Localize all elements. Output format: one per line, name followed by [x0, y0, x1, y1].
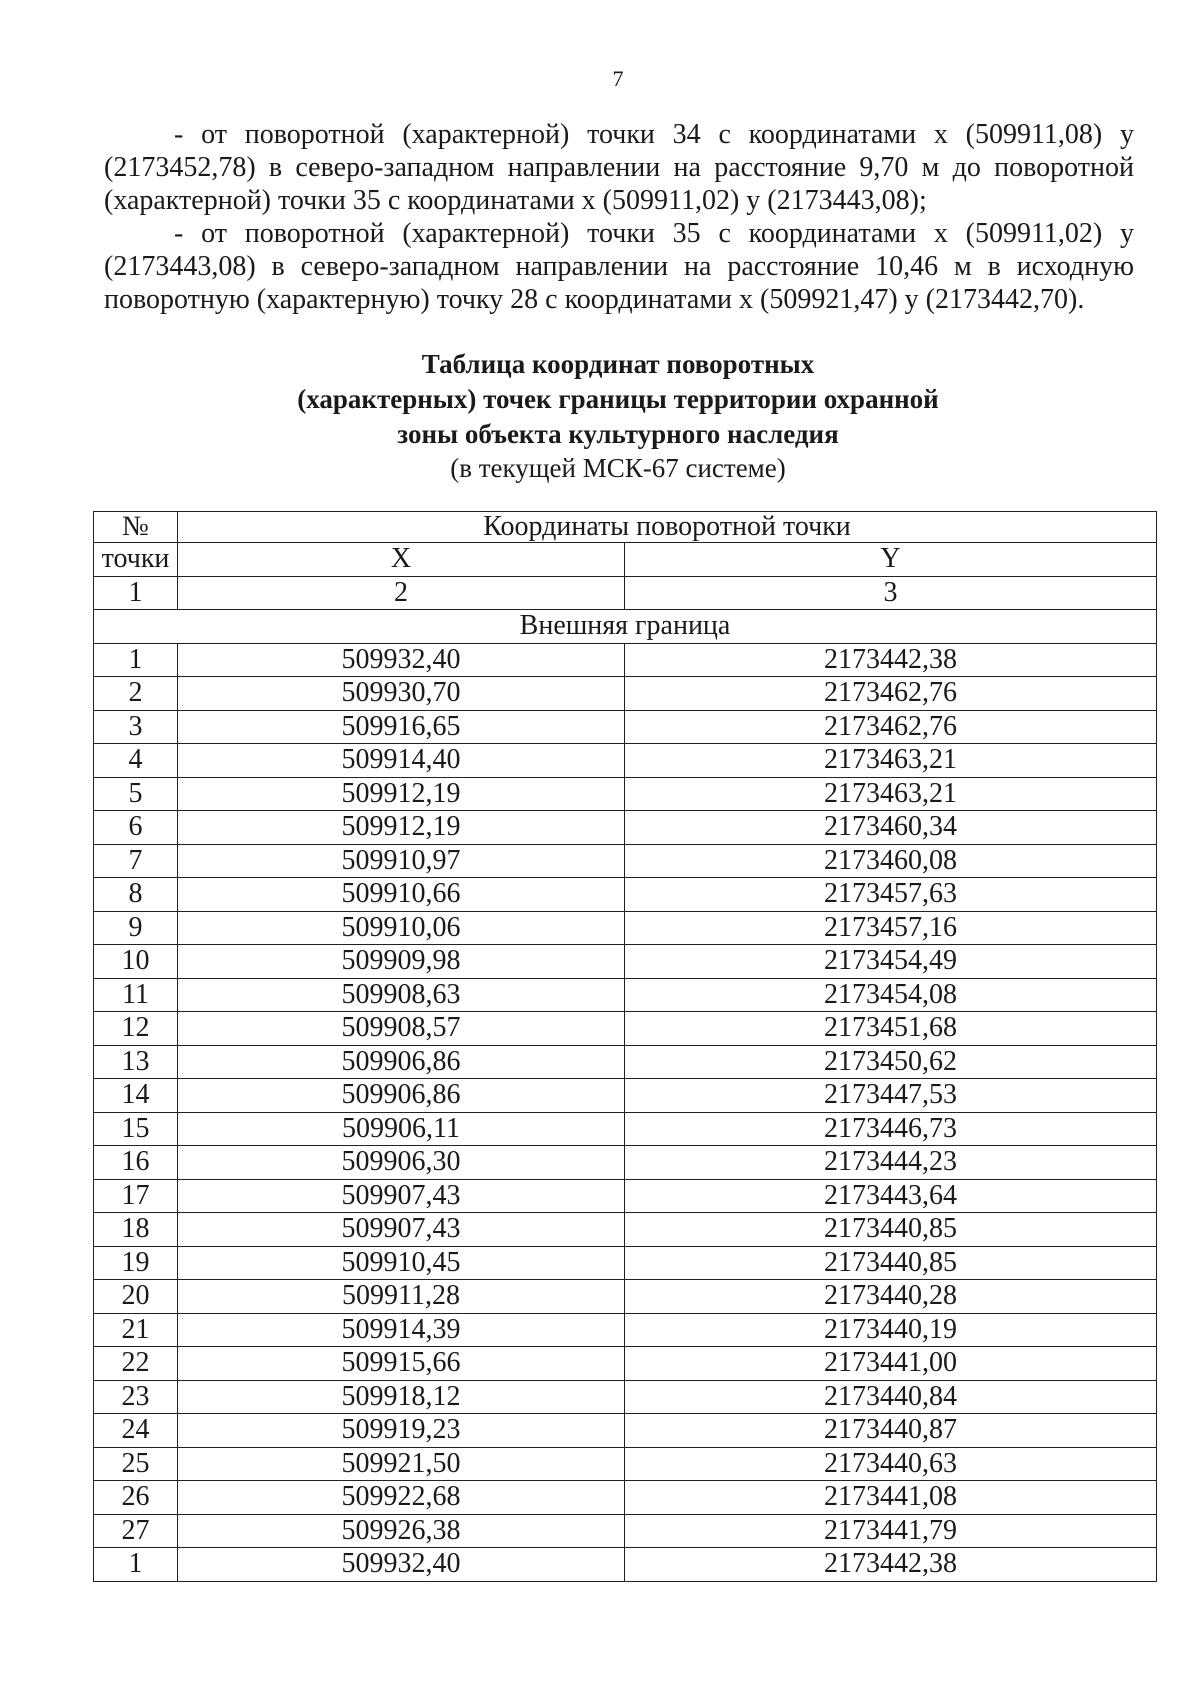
table-row	[94, 1012, 1157, 1046]
point-number-cell: 6	[94, 811, 178, 845]
x-coordinate-cell: 509906,30	[178, 1146, 625, 1180]
table-row	[94, 744, 1157, 778]
point-number-cell: 16	[94, 1146, 178, 1180]
y-coordinate-cell: 2173447,53	[625, 1079, 1157, 1113]
point-number-cell: 2	[94, 677, 178, 711]
section-row	[94, 610, 1157, 644]
header-row	[94, 543, 1157, 577]
y-coordinate-cell: 2173444,23	[625, 1146, 1157, 1180]
point-number-cell: 14	[94, 1079, 178, 1113]
x-coordinate-cell: 509932,40	[178, 1548, 625, 1582]
x-coordinate-cell: 509911,28	[178, 1280, 625, 1314]
y-coordinate-cell: 2173460,34	[625, 811, 1157, 845]
y-coordinate-cell: 2173440,87	[625, 1414, 1157, 1448]
page-number: 7	[612, 66, 624, 91]
y-coordinate-cell: 2173450,62	[625, 1045, 1157, 1079]
y-coordinate-cell: 2173460,08	[625, 844, 1157, 878]
x-coordinate-cell: 509909,98	[178, 945, 625, 979]
x-coordinate-cell: 509910,45	[178, 1246, 625, 1280]
table-row	[94, 1213, 1157, 1247]
x-coordinate-cell: 509910,66	[178, 878, 625, 912]
table-row	[94, 844, 1157, 878]
y-coordinate-cell: 2173440,85	[625, 1246, 1157, 1280]
index-cell: 3	[625, 576, 1157, 610]
point-number-cell: 5	[94, 777, 178, 811]
index-cell: 2	[178, 576, 625, 610]
table-row	[94, 777, 1157, 811]
point-number-cell: 20	[94, 1280, 178, 1314]
point-number-cell: 8	[94, 878, 178, 912]
x-coordinate-cell: 509906,86	[178, 1045, 625, 1079]
table-row	[94, 1380, 1157, 1414]
y-coordinate-cell: 2173441,00	[625, 1347, 1157, 1381]
y-coordinate-cell: 2173442,38	[625, 643, 1157, 677]
y-coordinate-cell: 2173440,63	[625, 1447, 1157, 1481]
point-number-cell: 12	[94, 1012, 178, 1046]
table-heading	[0, 347, 1200, 485]
x-coordinate-cell: 509918,12	[178, 1380, 625, 1414]
coordinates-table	[93, 511, 1157, 1582]
point-number-cell: 4	[94, 744, 178, 778]
table-row	[94, 945, 1157, 979]
x-coordinate-cell: 509921,50	[178, 1447, 625, 1481]
y-coordinate-cell: 2173457,63	[625, 878, 1157, 912]
x-coordinate-cell: 509910,97	[178, 844, 625, 878]
table-row	[94, 911, 1157, 945]
y-coordinate-cell: 2173462,76	[625, 677, 1157, 711]
x-coordinate-cell: 509922,68	[178, 1481, 625, 1515]
table-row	[94, 1246, 1157, 1280]
x-coordinate-cell: 509914,40	[178, 744, 625, 778]
group-header: Координаты поворотной точки	[178, 512, 1157, 543]
x-coordinate-cell: 509912,19	[178, 811, 625, 845]
col-no-header: №	[94, 512, 178, 543]
table-row	[94, 811, 1157, 845]
point-number-cell: 15	[94, 1112, 178, 1146]
x-coordinate-cell: 509906,86	[178, 1079, 625, 1113]
point-number-cell: 18	[94, 1213, 178, 1247]
table-row	[94, 1481, 1157, 1515]
y-coordinate-cell: 2173454,08	[625, 978, 1157, 1012]
x-coordinate-cell: 509908,57	[178, 1012, 625, 1046]
table-row	[94, 1313, 1157, 1347]
table-row	[94, 1112, 1157, 1146]
y-coordinate-cell: 2173462,76	[625, 710, 1157, 744]
x-coordinate-cell: 509912,19	[178, 777, 625, 811]
table-row	[94, 1146, 1157, 1180]
y-coordinate-cell: 2173440,19	[625, 1313, 1157, 1347]
point-number-cell: 25	[94, 1447, 178, 1481]
point-number-cell: 27	[94, 1514, 178, 1548]
point-number-cell: 11	[94, 978, 178, 1012]
paragraph: - от поворотной (характерной) точки 35 с координатами х (509911,02) у (2173443,08) в северо-западном направлении на расстояние 10,46 м в исходную поворотную (характерную) точку 28 с координатами х (509921,47) у (2173442,70).	[104, 218, 1134, 315]
heading-line: Таблица координат поворотных	[421, 349, 815, 379]
y-coordinate-cell: 2173440,84	[625, 1380, 1157, 1414]
y-coordinate-cell: 2173440,85	[625, 1213, 1157, 1247]
x-coordinate-cell: 509906,11	[178, 1112, 625, 1146]
x-coordinate-cell: 509907,43	[178, 1179, 625, 1213]
table-row	[94, 1179, 1157, 1213]
x-coordinate-cell: 509908,63	[178, 978, 625, 1012]
y-coordinate-cell: 2173443,64	[625, 1179, 1157, 1213]
x-coordinate-cell: 509932,40	[178, 643, 625, 677]
table-row	[94, 878, 1157, 912]
x-coordinate-cell: 509916,65	[178, 710, 625, 744]
table-row	[94, 677, 1157, 711]
point-number-cell: 17	[94, 1179, 178, 1213]
table-body	[94, 512, 1157, 1582]
y-coordinate-cell: 2173454,49	[625, 945, 1157, 979]
table-row	[94, 1414, 1157, 1448]
y-coordinate-cell: 2173446,73	[625, 1112, 1157, 1146]
heading-line: зоны объекта культурного наследия	[397, 419, 839, 449]
x-coordinate-cell: 509907,43	[178, 1213, 625, 1247]
section-title: Внешняя граница	[94, 610, 1157, 644]
point-number-cell: 3	[94, 710, 178, 744]
x-coordinate-cell: 509919,23	[178, 1414, 625, 1448]
col-no-header: точки	[94, 543, 178, 577]
point-number-cell: 1	[94, 1548, 178, 1582]
y-coordinate-cell: 2173442,38	[625, 1548, 1157, 1582]
point-number-cell: 23	[94, 1380, 178, 1414]
table-row	[94, 1548, 1157, 1582]
point-number-cell: 21	[94, 1313, 178, 1347]
y-coordinate-cell: 2173441,79	[625, 1514, 1157, 1548]
y-coordinate-cell: 2173457,16	[625, 911, 1157, 945]
y-coordinate-cell: 2173441,08	[625, 1481, 1157, 1515]
heading-line: (характерных) точек границы территории охранной	[297, 384, 939, 414]
point-number-cell: 10	[94, 945, 178, 979]
table-row	[94, 1447, 1157, 1481]
table-row	[94, 978, 1157, 1012]
x-coordinate-cell: 509926,38	[178, 1514, 625, 1548]
point-number-cell: 7	[94, 844, 178, 878]
table-row	[94, 643, 1157, 677]
y-coordinate-cell: 2173463,21	[625, 744, 1157, 778]
y-coordinate-cell: 2173451,68	[625, 1012, 1157, 1046]
table-row	[94, 1514, 1157, 1548]
x-coordinate-cell: 509914,39	[178, 1313, 625, 1347]
header-row	[94, 512, 1157, 543]
col-y-header: Y	[625, 543, 1157, 577]
paragraph: - от поворотной (характерной) точки 34 с координатами х (509911,08) у (2173452,78) в северо-западном направлении на расстояние 9,70 м до поворотной (характерной) точки 35 с координатами х (509911,02) у (2173443,08);	[104, 119, 1134, 216]
y-coordinate-cell: 2173463,21	[625, 777, 1157, 811]
heading-subtitle: (в текущей МСК-67 системе)	[450, 453, 786, 483]
y-coordinate-cell: 2173440,28	[625, 1280, 1157, 1314]
x-coordinate-cell: 509930,70	[178, 677, 625, 711]
point-number-cell: 24	[94, 1414, 178, 1448]
table-row	[94, 1280, 1157, 1314]
table-row	[94, 1079, 1157, 1113]
x-coordinate-cell: 509915,66	[178, 1347, 625, 1381]
col-x-header: X	[178, 543, 625, 577]
table-row	[94, 1045, 1157, 1079]
point-number-cell: 22	[94, 1347, 178, 1381]
x-coordinate-cell: 509910,06	[178, 911, 625, 945]
body-text	[104, 118, 1134, 316]
point-number-cell: 13	[94, 1045, 178, 1079]
index-cell: 1	[94, 576, 178, 610]
index-row	[94, 576, 1157, 610]
table-row	[94, 710, 1157, 744]
point-number-cell: 9	[94, 911, 178, 945]
table-row	[94, 1347, 1157, 1381]
point-number-cell: 1	[94, 643, 178, 677]
point-number-cell: 26	[94, 1481, 178, 1515]
point-number-cell: 19	[94, 1246, 178, 1280]
